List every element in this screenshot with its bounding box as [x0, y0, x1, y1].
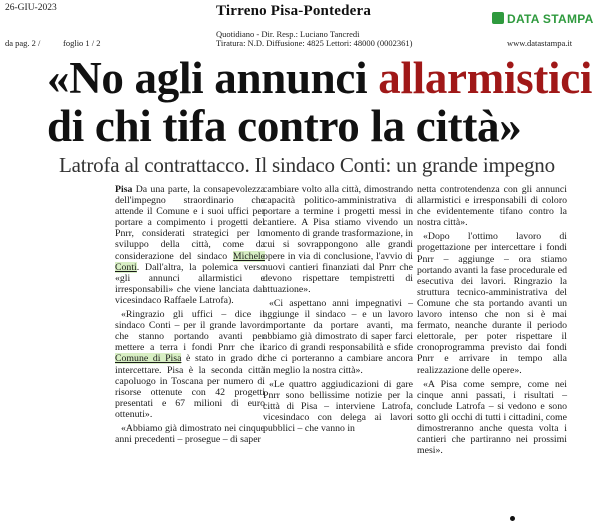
- publication-meta-line2: Tiratura: N.D. Diffusione: 4825 Lettori: 48000 (0002361): [216, 38, 413, 48]
- col1-p1-text-a: Da una parte, la consapevolezza dell'impegno straordinario che attende il Comune e i suoi uffici per portare a compimento i progetti del Pnrr, considerati strategici per lo sviluppo della città, come da considerazione del sindaco: [115, 184, 265, 262]
- col1-paragraph-1: [115, 184, 265, 306]
- col3-paragraph-1: netta controtendenza con gli annunci allarmistici e irresponsabili di coloro che evidentemente tifano contro la nostra città».: [417, 184, 567, 229]
- article-column-3: [417, 184, 567, 519]
- headline-line2: di chi tifa contro la città»: [47, 101, 522, 151]
- headline-part1: «No agli annunci: [47, 53, 379, 103]
- page-reference: da pag. 2 /: [5, 38, 41, 48]
- publication-title: Tirreno Pisa-Pontedera: [216, 3, 372, 19]
- col1-paragraph-3: «Abbiamo già dimostrato nei cinque anni precedenti – prosegue – di saper: [115, 422, 265, 446]
- col1-paragraph-2: [115, 309, 265, 420]
- highlight-michele-conti: Michele Conti: [115, 250, 265, 273]
- datastampa-website: www.datastampa.it: [507, 38, 573, 48]
- datastampa-logo-text: DATA STAMPA: [507, 12, 594, 26]
- datastampa-logo-icon: [492, 12, 504, 24]
- headline-highlight: allarmistici: [378, 53, 593, 103]
- subtitle: Latrofa al contrattacco. Il sindaco Conti: un grande impegno: [59, 153, 555, 177]
- publication-meta-line1: Quotidiano - Dir. Resp.: Luciano Tancredi: [216, 29, 360, 39]
- end-of-article-bullet-icon: [510, 516, 515, 521]
- headline-line1: [47, 55, 592, 102]
- col1-p2-text-b: è stato in grado di intercettare. Pisa è la seconda città capoluogo in Toscana per numero di risorse ottenute con 42 progetti presentati e 67 milioni di euro ottenuti».: [115, 353, 265, 420]
- highlight-comune-di-pisa: Comune di Pisa: [115, 353, 182, 365]
- col1-p2-text-a: «Ringrazio gli uffici – dice il sindaco Conti – per il grande lavoro che stanno portando avanti per mettere a terra i fondi Pnrr che il: [115, 309, 265, 354]
- col2-paragraph-2: «Ci aspettano anni impegnativi – aggiunge il sindaco – e un lavoro importante da portare avanti, ma abbiamo già dimostrato di saper farci carico di grandi responsabilità e sfide che ci porteranno a cambiare ancora in meglio la nostra città».: [263, 297, 413, 376]
- col3-paragraph-2: «Dopo l'ottimo lavoro di progettazione per intercettare i fondi Pnrr – aggiunge – ora stiamo portando avanti la fase procedurale ed esecutiva dei lavori. Ringrazio la struttura tecnico-amministrativa del Comune che sta portando avanti un lavoro intenso che non si è mai fermato, neanche durante il periodo elettorale, per poter rispettare il cronoprogramma previsto dai fondi Pnrr e arrivare in tempo alla realizzazione delle opere».: [417, 231, 567, 376]
- col2-paragraph-1: cambiare volto alla città, dimostrando capacità politico-amministrativa di portare a termine i progetti messi in cantiere. A Pisa stiamo vivendo un momento di grande trasformazione, in cui si sovrappongono alle grandi opere in via di conclusione, l'avvio di nuovi cantieri finanziati dal Pnrr che devono rispettare tempistretti di attuazione».: [263, 184, 413, 295]
- dateline: Pisa: [115, 184, 133, 195]
- article-column-2: [263, 184, 413, 529]
- sheet-reference: foglio 1 / 2: [63, 38, 101, 48]
- clipping-date: 26-GIU-2023: [5, 3, 57, 13]
- col1-p1-text-b: . Dall'altra, la polemica verso «gli annunci allarmistici e irresponsabili» che viene lanciata dal vicesindaco Raffaele Latrofa).: [115, 261, 265, 306]
- article-column-1: [115, 184, 265, 529]
- col2-paragraph-3: «Le quattro aggiudicazioni di gare Pnrr sono bellissime notizie per la città di Pisa – interviene Latrofa, vicesindaco con delega ai lavori pubblici – che vanno in: [263, 378, 413, 434]
- col3-paragraph-3: «A Pisa come sempre, come nei cinque anni passati, i risultati – conclude Latrofa – si vedono e sono sotto gli occhi di tutti i cittadini, come dimostreranno anche questa volta i cantieri che partiranno nei prossimi mesi».: [417, 378, 567, 457]
